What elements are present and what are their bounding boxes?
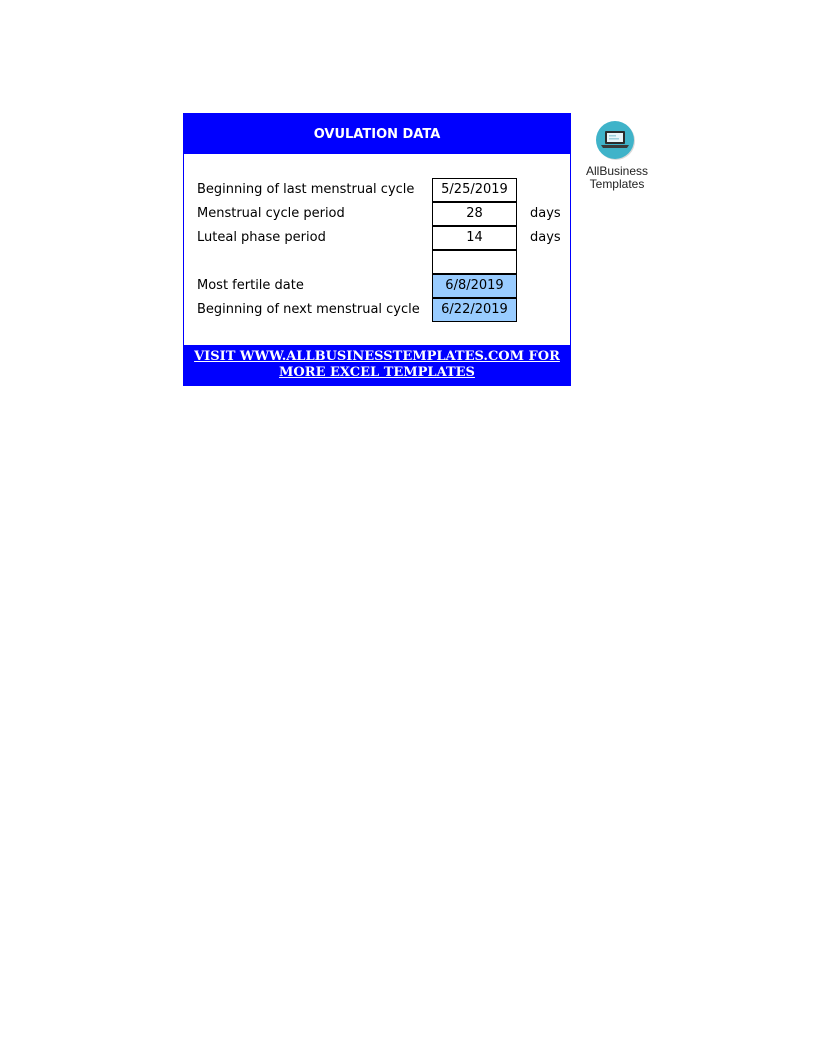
empty-cell[interactable] xyxy=(432,250,517,274)
templates-link-text[interactable]: VISIT WWW.ALLBUSINESSTEMPLATES.COM FOR MORE EXCEL TEMPLATES xyxy=(194,349,560,380)
label-cycle-period: Menstrual cycle period xyxy=(197,206,345,221)
label-luteal-period: Luteal phase period xyxy=(197,230,326,245)
result-next-cycle-start: 6/22/2019 xyxy=(432,298,517,322)
logo-wordmark xyxy=(583,165,651,191)
unit-cycle-period: days xyxy=(530,206,561,221)
input-last-cycle-start[interactable]: 5/25/2019 xyxy=(432,178,517,202)
label-next-cycle-start: Beginning of next menstrual cycle xyxy=(197,302,420,317)
label-last-cycle-start: Beginning of last menstrual cycle xyxy=(197,182,415,197)
label-most-fertile-date: Most fertile date xyxy=(197,278,304,293)
logo-line-1: AllBusiness xyxy=(585,164,649,178)
input-luteal-period[interactable]: 14 xyxy=(432,226,517,250)
templates-link[interactable] xyxy=(184,345,570,385)
sheet-title: OVULATION DATA xyxy=(184,114,570,154)
unit-luteal-period: days xyxy=(530,230,561,245)
allbusiness-logo xyxy=(583,120,651,194)
logo-line-2: Templates xyxy=(589,177,645,191)
result-most-fertile-date: 6/8/2019 xyxy=(432,274,517,298)
input-cycle-period[interactable]: 28 xyxy=(432,202,517,226)
ovulation-calculator-sheet xyxy=(183,113,571,386)
laptop-icon xyxy=(595,120,635,160)
